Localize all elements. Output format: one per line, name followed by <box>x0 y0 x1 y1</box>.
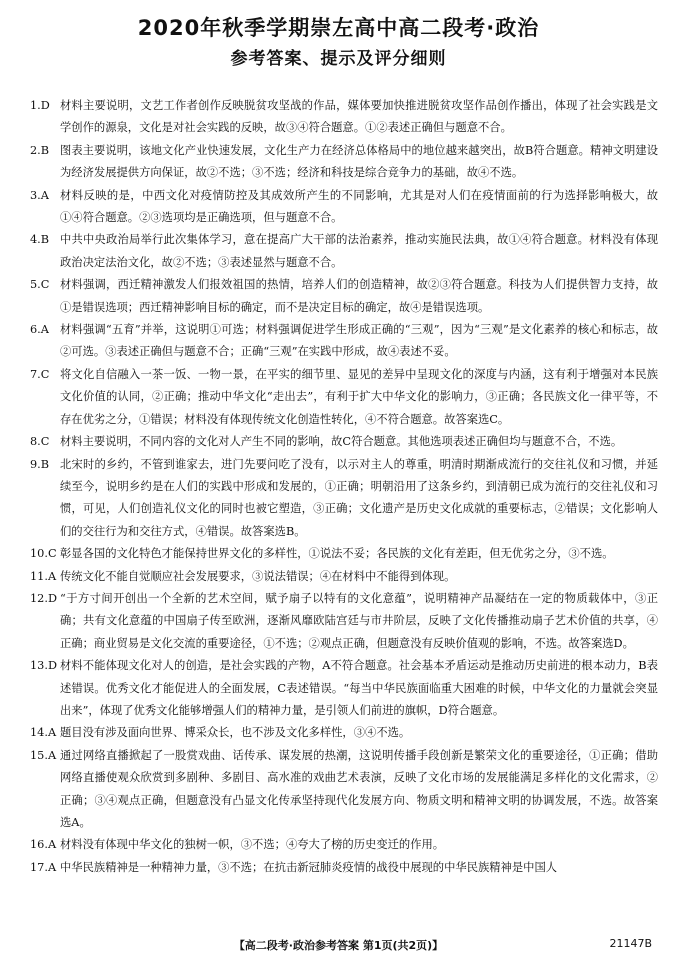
answer-item <box>30 229 658 274</box>
document-subtitle: 参考答案、提示及评分细则 <box>230 49 447 69</box>
answer-item <box>30 454 658 544</box>
answer-text: 材料不能体现文化对人的创造，是社会实践的产物，A不符合题意。社会基本矛盾运动是推动历史前进的根本动力，B表述错误。优秀文化才能促进人的全面发展，C表述错误。“每当中华民族面临重大困难的时候，中华文化的力量就会突显出来”，体现了优秀文化能够增强人们的精神力量，是引领人们前进的旗帜，D符合题意。 <box>60 659 658 717</box>
answer-number: 7.C <box>30 367 50 381</box>
answer-item <box>30 274 658 319</box>
answer-text: 图表主要说明，该地文化产业快速发展，文化生产力在经济总体格局中的地位越来越突出，故B符合题意。精神文明建设为经济发展提供方向保证，故②不选；③不选；经济和科技是综合竞争力的基础，故④不选。 <box>60 143 658 180</box>
answer-item <box>30 588 658 655</box>
answer-number: 16.A <box>30 838 57 852</box>
answer-number: 8.C <box>30 435 50 449</box>
answer-item <box>30 185 658 230</box>
footer-doc-code: 21147B <box>609 937 652 950</box>
answer-text: 材料主要说明，不同内容的文化对人产生不同的影响，故C符合题意。其他选项表述正确但均与题意不合，不选。 <box>60 435 623 449</box>
answer-text: “于方寸间开创出一个全新的艺术空间，赋予扇子以特有的文化意蕴”，说明精神产品凝结在一定的物质载体中，③正确；共有文化意蕴的中国扇子传至欧洲，逐渐风靡欧陆宫廷与市井阶层，反映了文化传播推动扇子艺术价值的共享，④正确；商业贸易是文化交流的重要途径，①不选；②观点正确，但题意没有反映价值观的影响，不选。故答案选D。 <box>60 591 658 650</box>
answer-number: 4.B <box>30 233 50 247</box>
answer-text: 传统文化不能自觉顺应社会发展要求，③说法错误；④在材料中不能得到体现。 <box>60 569 456 583</box>
answer-text: 将文化自信融入一茶一饭、一物一景，在平实的细节里、显见的差异中呈现文化的深度与内涵，这有利于增强对本民族文化价值的认同，②正确；推动中华文化“走出去”，有利于扩大中华文化的影响力，③正确；各民族文化一律平等，不存在优劣之分，①错误；材料没有体现传统文化创造性转化，④不符合题意。故答案选C。 <box>60 367 658 426</box>
answer-text: 材料反映的是，中西文化对疫情防控及其成效所产生的不同影响，尤其是对人们在疫情面前的行为选择影响极大，故①④符合题意。②③选项均是正确选项，但与题意不合。 <box>60 188 658 225</box>
answer-item <box>30 95 658 140</box>
answer-text: 彰显各国的文化特色才能保持世界文化的多样性，①说法不妥；各民族的文化有差距，但无优劣之分，③不选。 <box>60 547 614 561</box>
answer-text: 材料主要说明，文艺工作者创作反映脱贫攻坚战的作品，媒体要加快推进脱贫攻坚作品创作播出，体现了社会实践是文学创作的源泉，文化是对社会实践的反映，故③④符合题意。①②表述正确但与题意不合。 <box>60 99 658 135</box>
answer-text: 材料强调“五育”并举，这说明①可选；材料强调促进学生形成正确的“三观”，因为“三观”是文化素养的核心和标志，故②可选。③表述正确但与题意不合；正确“三观”在实践中形成，故④表述不妥。 <box>60 323 658 359</box>
answer-item <box>30 431 658 453</box>
answer-item <box>30 745 658 835</box>
answer-text: 中华民族精神是一种精神力量，③不选；在抗击新冠肺炎疫情的战役中展现的中华民族精神是中国人 <box>60 860 558 874</box>
footer-page-info: 【高二段考·政治参考答案 第1页(共2页)】 <box>233 939 444 952</box>
answer-number: 11.A <box>30 569 57 583</box>
answer-item <box>30 364 658 431</box>
answer-list <box>30 95 658 879</box>
answer-number: 17.A <box>30 860 57 874</box>
answer-text: 通过网络直播掀起了一股赏戏曲、话传承、谋发展的热潮，这说明传播手段创新是繁荣文化的重要途径，①正确；借助网络直播使观众欣赏到多剧种、多剧目、高水准的戏曲艺术表演，反映了文化市场的发展能满足多样化的文化需求，②正确；③④观点正确，但题意没有凸显文化传承坚持现代化发展方向、物质文明和精神文明的协调发展，不选。故答案选A。 <box>60 748 658 829</box>
answer-item <box>30 319 658 364</box>
answer-number: 13.D <box>30 659 58 673</box>
answer-number: 2.B <box>30 143 50 157</box>
answer-number: 14.A <box>30 726 57 740</box>
answer-item <box>30 655 658 722</box>
answer-item <box>30 722 658 744</box>
answer-item <box>30 566 658 588</box>
answer-number: 6.A <box>30 323 49 337</box>
answer-text: 中共中央政治局举行此次集体学习，意在提高广大干部的法治素养，推动实施民法典，故①④符合题意。材料没有体现政治决定法治文化，故②不选；③表述显然与题意不合。 <box>60 233 658 269</box>
answer-text: 材料没有体现中华文化的独树一帜，③不选；④夸大了榜的历史变迁的作用。 <box>60 838 445 852</box>
answer-number: 9.B <box>30 457 50 471</box>
answer-text: 题目没有涉及面向世界、博采众长，也不涉及文化多样性，③④不选。 <box>60 726 411 740</box>
answer-item <box>30 834 658 856</box>
answer-number: 3.A <box>30 188 49 202</box>
answer-number: 10.C <box>30 547 57 561</box>
answer-item <box>30 543 658 565</box>
answer-number: 12.D <box>30 591 58 605</box>
answer-text: 北宋时的乡约，不管到谁家去，进门先要问吃了没有，以示对主人的尊重，明清时期渐成流行的交往礼仪和习惯，并延续至今，说明乡约是在人们的实践中形成和发展的，①正确；明朝沿用了这条乡约，到清朝已成为流行的交往礼仪和习惯，可见，人们创造礼仪文化的同时也被它塑造，③正确；文化遗产是历史文化成就的重要标志，②错误；文化影响人们的交往行为和交往方式，④错误。故答案选B。 <box>60 457 658 538</box>
document-title: 2020年秋季学期崇左高中高二段考·政治 <box>137 16 540 40</box>
answer-item <box>30 140 658 185</box>
page-footer <box>0 937 677 955</box>
answer-text: 材料强调，西迁精神激发人们报效祖国的热情，培养人们的创造精神，故②③符合题意。科技为人们提供智力支持，故①是错误选项；西迁精神影响目标的确定，而不是决定目标的确定，故④是错误选项。 <box>60 278 658 314</box>
answer-number: 1.D <box>30 99 50 112</box>
answer-item <box>30 857 658 879</box>
answer-number: 5.C <box>30 278 50 292</box>
answer-number: 15.A <box>30 748 57 762</box>
